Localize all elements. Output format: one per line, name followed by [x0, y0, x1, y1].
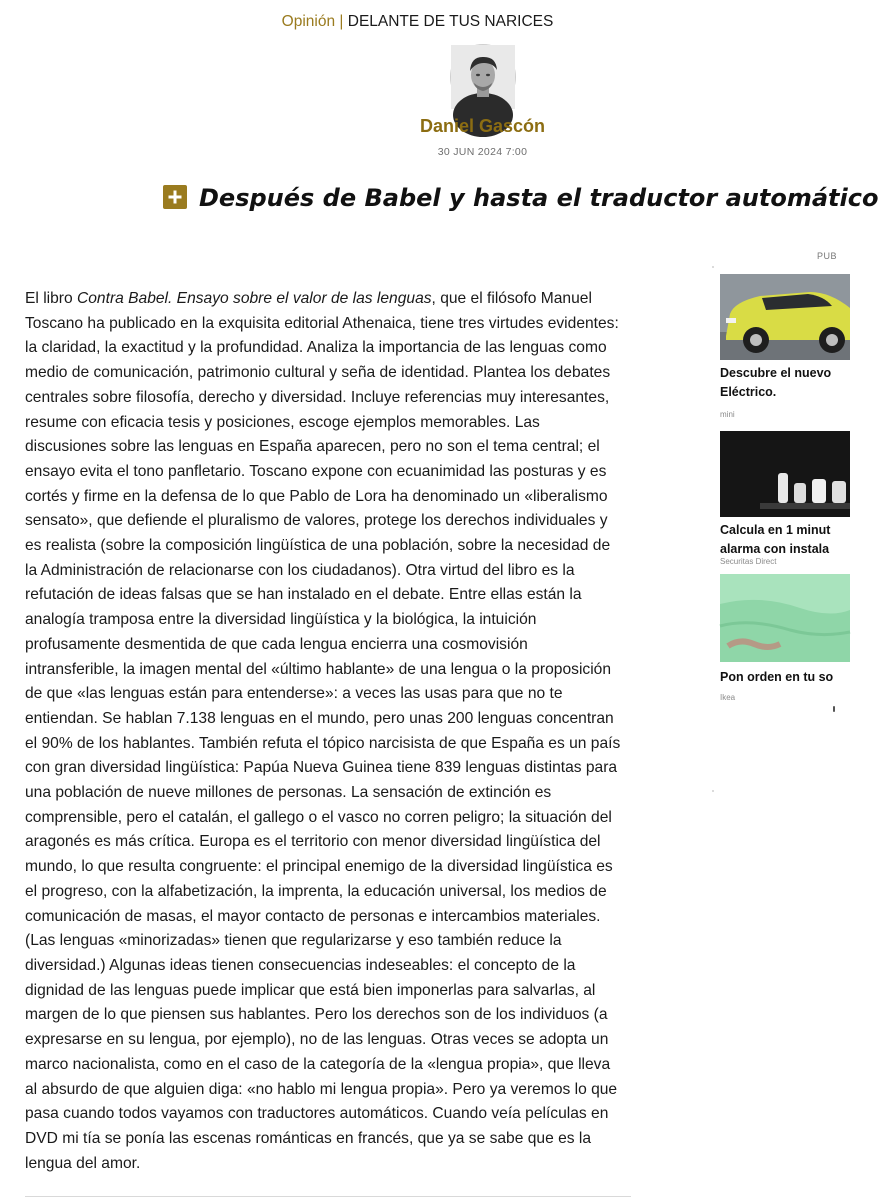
divider: [712, 790, 714, 792]
ad-image: [720, 274, 850, 360]
ad-card[interactable]: [720, 274, 850, 419]
article-line: ensayo evita el tono panfletario. Toscano expone con ecuanimidad las posturas y es: [25, 462, 607, 480]
article-first-line-rest: , que el filósofo Manuel: [431, 290, 592, 307]
article-headline: Después de Babel y hasta el traductor automático: [199, 184, 878, 212]
premium-plus-icon: [163, 185, 187, 209]
article-line: al absurdo de que alguien diga: «no hablo mi lengua propia». Pero ya veremos lo que: [25, 1080, 618, 1098]
ad-more-indicator: [833, 706, 835, 712]
article-line: sensato», que defiende el pluralismo de valores, protege los derechos individuales y: [25, 512, 608, 530]
publish-date: 30 JUN 2024 7:00: [437, 146, 528, 158]
ad-card[interactable]: [720, 431, 850, 566]
article-line: profusamente desmentida de que cada lengua encierra una cosmovisión: [25, 635, 528, 653]
bedding-image-icon: [720, 574, 850, 662]
article-line: el 90% de los hablantes. También refuta el tópico narcisista de que España es un país: [25, 734, 621, 752]
ad-title-line: Pon orden en tu so: [720, 670, 834, 684]
alarm-device-image-icon: [720, 431, 850, 517]
ad-card[interactable]: [720, 574, 850, 702]
article-line: entiendan. Se hablan 7.138 lenguas en el mundo, pero unas 200 lenguas concentran: [25, 709, 614, 727]
author-name-link[interactable]: Daniel Gascón: [419, 116, 546, 136]
article-line: centrales sobre filosofía, derecho y diversidad. Incluye referencias muy interesantes,: [25, 388, 610, 406]
ad-image: [720, 431, 850, 517]
article-line: refutación de ideas falsas que se han instalado en el debate. Entre ellas están la: [25, 586, 582, 604]
ad-image: [720, 574, 850, 662]
author-portrait-icon: [451, 45, 515, 109]
article-line: de que «las lenguas están para entenderse»: a veces las usas para que no te: [25, 685, 563, 703]
ad-label: PUB: [817, 251, 838, 261]
article-lines: [25, 312, 633, 1177]
article-line: cortés y firme en la defensa de lo que Pablo de Lora ha denominado un «liberalismo: [25, 487, 608, 505]
article-line: la claridad, la exactitud y la profundidad. Analiza la importancia de las lenguas como: [25, 339, 607, 357]
article-line: medio de comunicación, patrimonio cultural y seña de identidad. Plantea los debates: [25, 364, 611, 382]
article-line: pasa cuando todos vayamos con traductores automáticos. Cuando veía películas en: [25, 1105, 609, 1123]
headline-row: [163, 180, 878, 220]
ad-title-line: Eléctrico.: [720, 385, 777, 399]
divider: [25, 1196, 631, 1197]
book-title: Contra Babel. Ensayo sobre el valor de las lenguas: [77, 290, 432, 307]
article-line: margen de lo que piensen sus hablantes. Pero los derechos son de los individuos (a: [25, 1006, 608, 1024]
article-line: diversidad.) Algunas ideas tienen consecuencias indeseables: el concepto de la: [25, 956, 576, 974]
article-line: con gran diversidad lingüística: Papúa Nueva Guinea tiene 839 lenguas distintas para: [25, 759, 618, 777]
section-separator: |: [339, 13, 344, 30]
article-line: (Las lenguas «minorizadas» tienen que regularizarse y eso también reduce la: [25, 932, 562, 950]
car-image-icon: [720, 274, 850, 360]
ad-source: mini: [720, 410, 735, 419]
ad-title-line: Calcula en 1 minut: [720, 523, 831, 537]
article-line: dignidad de las lenguas puede implicar que está bien imponerlas para salvarlas, al: [25, 981, 596, 999]
article-intro: El libro: [25, 290, 77, 307]
article-line: intransferible, la imagen mental del «último hablante» de una lengua o la proposición: [25, 660, 612, 678]
ad-title-line: Descubre el nuevo: [720, 366, 832, 380]
article-line: Toscano ha publicado en la exquisita editorial Athenaica, tiene tres virtudes evidentes:: [25, 314, 619, 332]
article-line: marco nacionalista, como en el caso de la categoría de la «lengua propia», que lleva: [25, 1055, 611, 1073]
article-line: es realista (sobre la composición lingüística de una población, sobre la necesidad de: [25, 537, 611, 555]
column-name-link[interactable]: DELANTE DE TUS NARICES: [347, 13, 554, 30]
article-line: mundo, lo que resulta congruente: el principal enemigo de la diversidad lingüística es: [25, 858, 613, 876]
divider: [712, 266, 714, 268]
article-line: lengua del amor.: [25, 1154, 141, 1172]
section-category-link[interactable]: Opinión: [281, 13, 336, 30]
article-body: [25, 287, 633, 1176]
ad-source: Ikea: [720, 693, 736, 702]
article-line: una población de nueve millones de personas. La sensación de extinción es: [25, 784, 552, 802]
ad-title-line: alarma con instala: [720, 542, 830, 556]
article-first-line: [25, 287, 633, 312]
section-line: [0, 13, 835, 31]
author-avatar[interactable]: [450, 44, 516, 110]
article-line: la Administración de relacionarse con los ciudadanos). Otra virtud del libro es la: [25, 561, 575, 579]
article-line: aragonés es más crítica. Europa es el territorio con menor diversidad lingüística del: [25, 833, 601, 851]
article-line: analogía tramposa entre la diversidad lingüística y la biológica, la intuición: [25, 611, 537, 629]
article-line: comprensible, pero el catalán, el gallego o el vasco no corren peligro; la situación del: [25, 808, 612, 826]
article-line: el progreso, con la alfabetización, la imprenta, la educación universal, los medios de: [25, 882, 607, 900]
article-line: expresarse en su lengua, por ejemplo), no de las lenguas. Otras veces se adopta un: [25, 1031, 609, 1049]
article-line: comunicación de masas, el mayor contacto de personas e intercambios materiales.: [25, 907, 601, 925]
article-line: resume con eficacia tesis y posiciones, escoge ejemplos memorables. Las: [25, 413, 540, 431]
article-line: DVD mi tía se ponía las escenas románticas en francés, que ya se sabe que es la: [25, 1129, 592, 1147]
article-line: discusiones sobre las lenguas en España aparecen, pero no son el tema central; el: [25, 438, 600, 456]
ad-column: [712, 248, 838, 796]
ad-source: Securitas Direct: [720, 557, 777, 566]
